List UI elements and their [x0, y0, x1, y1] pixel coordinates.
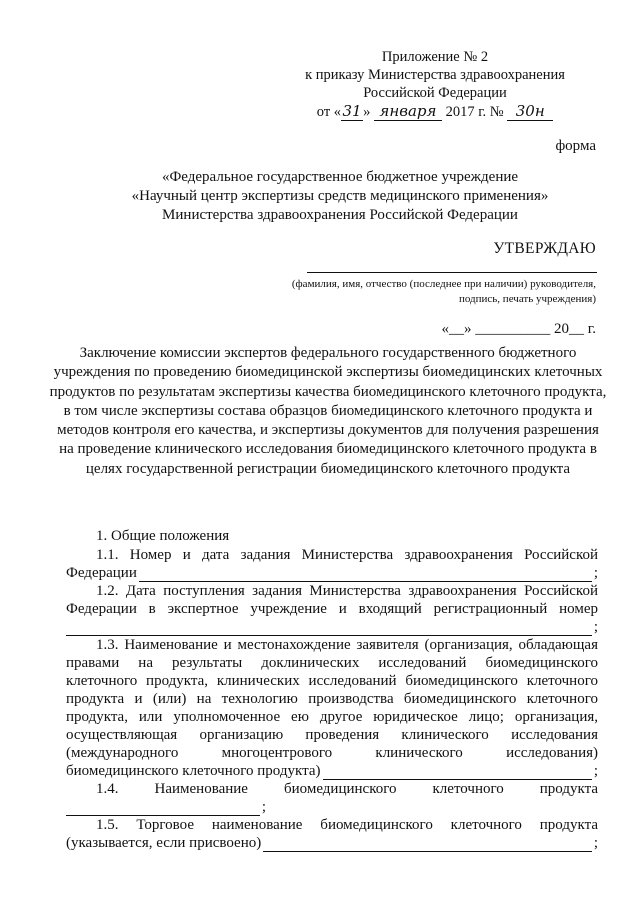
- semicolon: ;: [593, 763, 598, 779]
- approval-heading: УТВЕРЖДАЮ: [493, 240, 596, 257]
- date-year: 2017 г. №: [445, 104, 504, 120]
- appendix-order-date: [290, 102, 580, 121]
- organization-block: [60, 168, 620, 225]
- document-title: Заключение комиссии экспертов федерального государственного бюджетного учреждения по проведению биомедицинской экспертизы биомедицинских клеточных продуктов по результатам экспертизы качества биомедицинского клеточного продукта, в том числе экспертизы состава образцов биомедицинского клеточного продукта и методов контроля его качества, и экспертизы документов для получения разрешения на проведение клинического исследования биомедицинского клеточного продукта в целях государственной регистрации биомедицинского клеточного продукта: [49, 345, 607, 477]
- item-1-3-line-2: правами на результаты доклинических исследований биомедицинского: [66, 655, 598, 671]
- item-1-1-line-2: [66, 564, 598, 582]
- section-1-heading: [66, 527, 598, 545]
- org-line-2: «Научный центр экспертизы средств медицинского применения»: [131, 188, 549, 204]
- handwritten-month: января: [374, 102, 442, 121]
- semicolon: ;: [593, 565, 598, 581]
- item-1-4-line-1: 1.4. Наименование биомедицинского клеточного продукта: [96, 781, 598, 797]
- semicolon: ;: [261, 799, 266, 815]
- appendix-order-ref: к приказу Министерства здравоохранения: [305, 67, 565, 83]
- item-1-2-line-2: Федерации в экспертное учреждение и входящий регистрационный номер: [66, 601, 598, 617]
- item-1-3-line-6: осуществляющая организацию проведения клинического исследования: [66, 727, 598, 743]
- item-1-3-blank: [323, 766, 592, 780]
- signature-note-line-2: подпись, печать учреждения): [458, 293, 596, 305]
- section-1-title: 1. Общие положения: [96, 528, 230, 544]
- appendix-ministry: Российской Федерации: [363, 85, 507, 101]
- item-1-3-line-3: клеточного продукта, клинических исследований биомедицинского клеточного: [66, 673, 598, 689]
- date-mid: »: [363, 104, 371, 120]
- signature-note: [200, 277, 596, 307]
- handwritten-order-number: 30н: [507, 102, 553, 121]
- item-1-2-line-1: 1.2. Дата поступления задания Министерства здравоохранения Российской: [96, 583, 598, 599]
- date-prefix: от «: [316, 104, 342, 120]
- appendix-header: [290, 48, 580, 121]
- item-1-3-tail: биомедицинского клеточного продукта): [66, 763, 321, 779]
- item-1-5-line-2: [66, 834, 598, 852]
- item-1-1-blank: [139, 568, 592, 582]
- org-line-3: Министерства здравоохранения Российской Федерации: [162, 207, 518, 223]
- handwritten-day: 31: [342, 102, 362, 120]
- item-1-1-label: Федерации: [66, 565, 137, 581]
- item-1-4-blank: [66, 802, 260, 816]
- item-1-4-line-2: [66, 798, 266, 816]
- appendix-number: Приложение № 2: [381, 49, 489, 65]
- form-label: форма: [555, 138, 596, 154]
- org-line-1: «Федеральное государственное бюджетное учреждение: [161, 169, 519, 185]
- item-1-1-line-1: 1.1. Номер и дата задания Министерства здравоохранения Российской: [96, 547, 598, 563]
- item-1-3-line-5: продукта, или уполномоченное ею другое юридическое лицо; организация,: [66, 709, 598, 725]
- item-1-3-line-7: (международного многоцентрового клинического исследования): [66, 745, 598, 761]
- semicolon: ;: [593, 619, 598, 635]
- item-1-5-label: (указывается, если присвоено): [66, 835, 262, 851]
- signature-note-line-1: (фамилия, имя, отчество (последнее при наличии) руководителя,: [291, 278, 596, 290]
- item-1-3-line-1: 1.3. Наименование и местонахождение заявителя (организация, обладающая: [96, 637, 598, 653]
- semicolon: ;: [593, 835, 598, 851]
- approval-date: «__» __________ 20__ г.: [441, 321, 596, 337]
- signature-line: [307, 272, 597, 273]
- item-1-3-line-4: продукта и (или) на технологию производства биомедицинского клеточного: [66, 691, 598, 707]
- item-1-5-line-1: 1.5. Торговое наименование биомедицинского клеточного продукта: [96, 817, 598, 833]
- item-1-2-blank: [66, 622, 592, 636]
- item-1-3-line-8: [66, 762, 598, 780]
- item-1-2-line-3: [66, 618, 598, 636]
- item-1-5-blank: [263, 838, 592, 852]
